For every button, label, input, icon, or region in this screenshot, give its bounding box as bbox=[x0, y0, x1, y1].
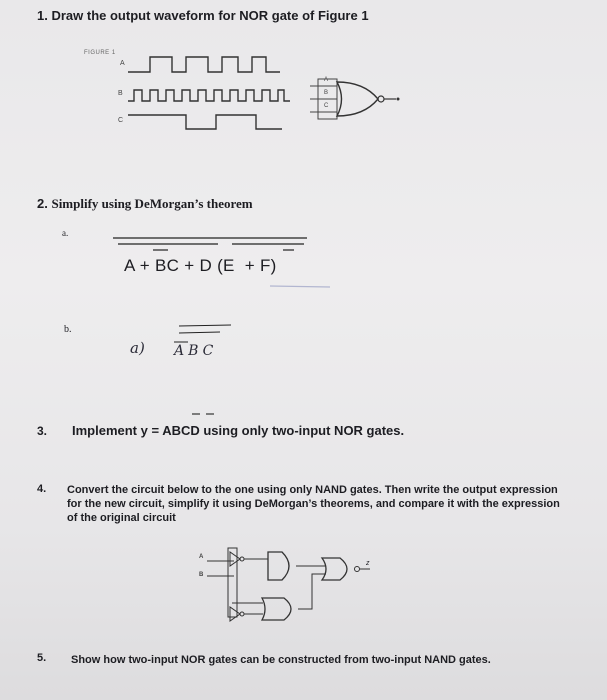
question-text: Simplify using DeMorgan’s theorem bbox=[51, 196, 253, 211]
part-a-label: a. bbox=[62, 228, 69, 238]
part-a-expression: A + BC + D (E + F) bbox=[124, 256, 277, 275]
handwritten-expression: ABC bbox=[174, 343, 218, 359]
question-4-text: Convert the circuit below to the one using only NAND gates. Then write the output expression for the new circuit, simplify it using DeMorgan’s theorems, and compare it with the expression of the original circuit bbox=[67, 484, 560, 524]
question-3-text: Implement y = ABCD using only two-input NOR gates. bbox=[72, 423, 405, 438]
gate-input-label-c: C bbox=[324, 103, 329, 109]
question-number: 2. bbox=[37, 196, 48, 211]
question-4-number: 4. bbox=[37, 483, 47, 495]
handwritten-answer-label: a) bbox=[130, 339, 145, 357]
gate-input-label-a: A bbox=[324, 77, 329, 83]
signal-label-b: B bbox=[118, 90, 123, 97]
question-number: 1. bbox=[37, 8, 48, 23]
signal-label-c: C bbox=[118, 117, 124, 124]
figure-caption: FIGURE 1 bbox=[84, 50, 116, 56]
gate-input-label-b: B bbox=[324, 90, 329, 96]
signal-label-a: A bbox=[120, 60, 125, 67]
question-3-number: 3. bbox=[37, 424, 48, 438]
circuit-output-label: z bbox=[366, 560, 370, 567]
circuit-input-label-b: B bbox=[199, 572, 204, 578]
question-5-number: 5. bbox=[37, 652, 47, 664]
question-5-text: Show how two-input NOR gates can be constructed from two-input NAND gates. bbox=[71, 654, 491, 666]
part-b-label: b. bbox=[64, 324, 72, 335]
circuit-input-label-a: A bbox=[199, 554, 204, 560]
question-text: Draw the output waveform for NOR gate of Figure 1 bbox=[51, 8, 369, 23]
